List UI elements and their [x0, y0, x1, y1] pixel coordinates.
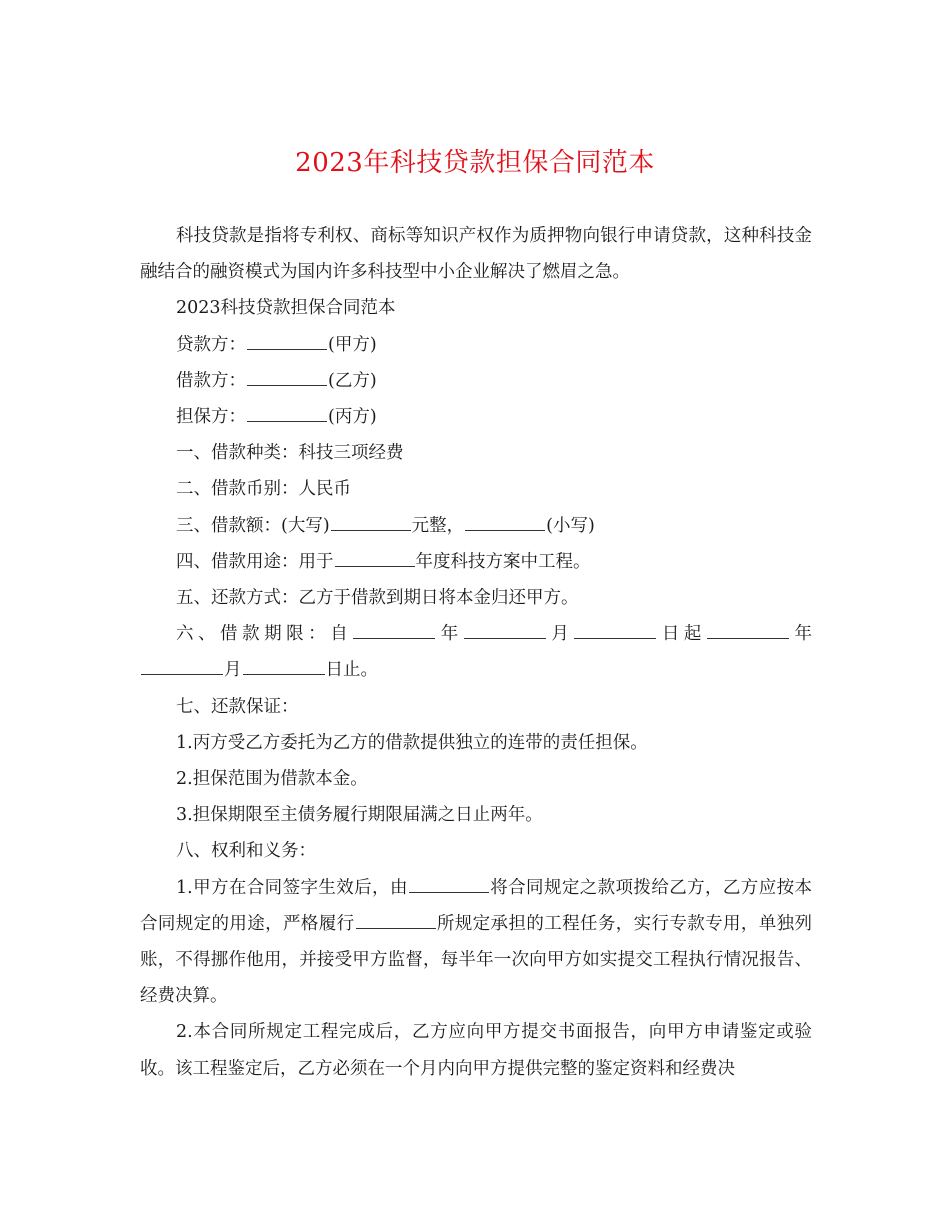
blank-field [409, 873, 489, 892]
clause-5: 五、还款方式：乙方于借款到期日将本金归还甲方。 [176, 588, 579, 609]
clause-text: 元整， [411, 515, 465, 536]
party-label: 贷款方： [176, 334, 246, 355]
blank-field [247, 403, 327, 422]
blank-field [247, 330, 327, 349]
subtitle-paragraph: 2023科技贷款担保合同范本 [176, 298, 396, 319]
party-guarantor [140, 399, 812, 435]
blank-field [331, 511, 411, 530]
clause-8-item-2: 2.本合同所规定工程完成后，乙方应向甲方提交书面报告，向甲方申请鉴定或验收。该工程鉴定后，乙方必须在一个月内向甲方提供完整的鉴定资料和经费决 [140, 1022, 812, 1079]
clause-text: 年度科技方案中工程。 [415, 551, 591, 572]
clause-text: 月 [224, 660, 242, 681]
blank-field [574, 620, 656, 639]
clause-text: 年 [436, 624, 463, 645]
clause-7-item-3: 3.担保期限至主债务履行期限届满之日止两年。 [176, 805, 543, 826]
clause-7-item-2: 2.担保范围为借款本金。 [176, 769, 368, 790]
clause-6 [140, 616, 812, 688]
blank-field [464, 620, 546, 639]
blank-field [465, 511, 545, 530]
blank-field [707, 620, 789, 639]
party-borrower [140, 363, 812, 399]
clause-8: 八、权利和义务： [176, 841, 316, 862]
clause-2: 二、借款币别：人民币 [176, 479, 351, 500]
clause-3 [140, 508, 812, 544]
clause-4 [140, 544, 812, 580]
party-suffix: (甲方) [328, 334, 377, 355]
blank-field [243, 656, 325, 675]
clause-text: 将合同规定之款项拨给乙方，乙方应按本合同规定的用途，严格履行 [140, 877, 812, 934]
blank-field [247, 366, 327, 385]
party-lender [140, 327, 812, 363]
blank-field [335, 547, 415, 566]
clause-7-item-1: 1.丙方受乙方委托为乙方的借款提供独立的连带的责任担保。 [176, 732, 648, 753]
party-label: 担保方： [176, 407, 246, 428]
clause-text: 日止。 [325, 660, 378, 681]
clause-1: 一、借款种类：科技三项经费 [176, 443, 404, 464]
clause-text: 1.甲方在合同签字生效后，由 [176, 877, 408, 898]
blank-field [141, 656, 223, 675]
clause-text: 所规定承担的工程任务，实行专款专用，单独列账，不得挪作他用，并接受甲方监督，每半年一次向甲方如实提交工程执行情况报告、经费决算。 [140, 913, 812, 1007]
clause-8-item-1 [140, 870, 812, 1015]
clause-text: 月 [546, 624, 574, 645]
clause-text: 六、借款期限：自 [176, 624, 353, 645]
clause-text: 日起 [657, 624, 706, 645]
clause-text: 年 [789, 624, 812, 645]
party-label: 借款方： [176, 370, 246, 391]
intro-paragraph: 科技贷款是指将专利权、商标等知识产权作为质押物向银行申请贷款，这种科技金融结合的融资模式为国内许多科技型中小企业解决了燃眉之急。 [140, 226, 812, 283]
blank-field [353, 620, 435, 639]
party-suffix: (丙方) [328, 407, 377, 428]
blank-field [356, 909, 436, 928]
clause-text: 三、借款额：(大写) [176, 515, 330, 536]
document-body [140, 218, 812, 1087]
document-title: 2023年科技贷款担保合同范本 [295, 148, 655, 178]
clause-7: 七、还款保证： [176, 696, 299, 717]
clause-text: 四、借款用途：用于 [176, 551, 334, 572]
party-suffix: (乙方) [328, 370, 377, 391]
clause-text: (小写) [546, 515, 595, 536]
